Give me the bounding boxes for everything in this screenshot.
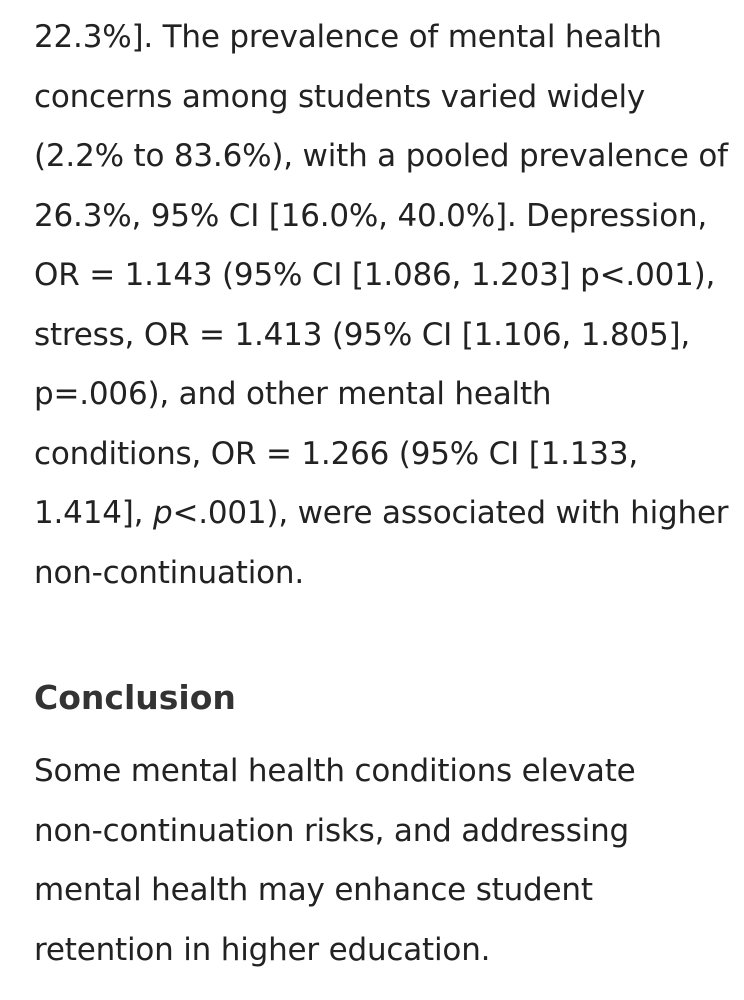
results-line-5: OR = 1.143 (95% CI [1.086, 1.203] p<.001),: [34, 257, 716, 293]
results-line-7: p=.006), and other mental health: [34, 376, 552, 412]
results-line-9: [34, 484, 729, 544]
conclusion-heading: Conclusion: [34, 678, 236, 717]
results-line-9-end: <.001), were associated with higher: [172, 495, 729, 531]
conclusion-line-2: non-continuation risks, and addressing: [34, 812, 630, 849]
results-line-4: 26.3%, 95% CI [16.0%, 40.0%]. Depression,: [34, 197, 708, 234]
results-line-1: 22.3%]. The prevalence of mental health: [34, 19, 662, 55]
results-line-3: (2.2% to 83.6%), with a pooled prevalence of: [34, 138, 728, 174]
conclusion-paragraph: [34, 742, 724, 980]
results-line-10: non-continuation.: [34, 554, 304, 591]
results-line-9-start: 1.414],: [34, 495, 153, 531]
conclusion-line-1: Some mental health conditions elevate: [34, 753, 636, 789]
conclusion-line-4: retention in higher education.: [34, 931, 491, 968]
results-paragraph: [34, 8, 729, 603]
results-line-8: conditions, OR = 1.266 (95% CI [1.133,: [34, 435, 638, 472]
results-line-2: concerns among students varied widely: [34, 78, 646, 115]
conclusion-line-3: mental health may enhance student: [34, 872, 593, 908]
results-line-6: stress, OR = 1.413 (95% CI [1.106, 1.805],: [34, 316, 691, 353]
p-value-italic: p: [152, 495, 173, 531]
